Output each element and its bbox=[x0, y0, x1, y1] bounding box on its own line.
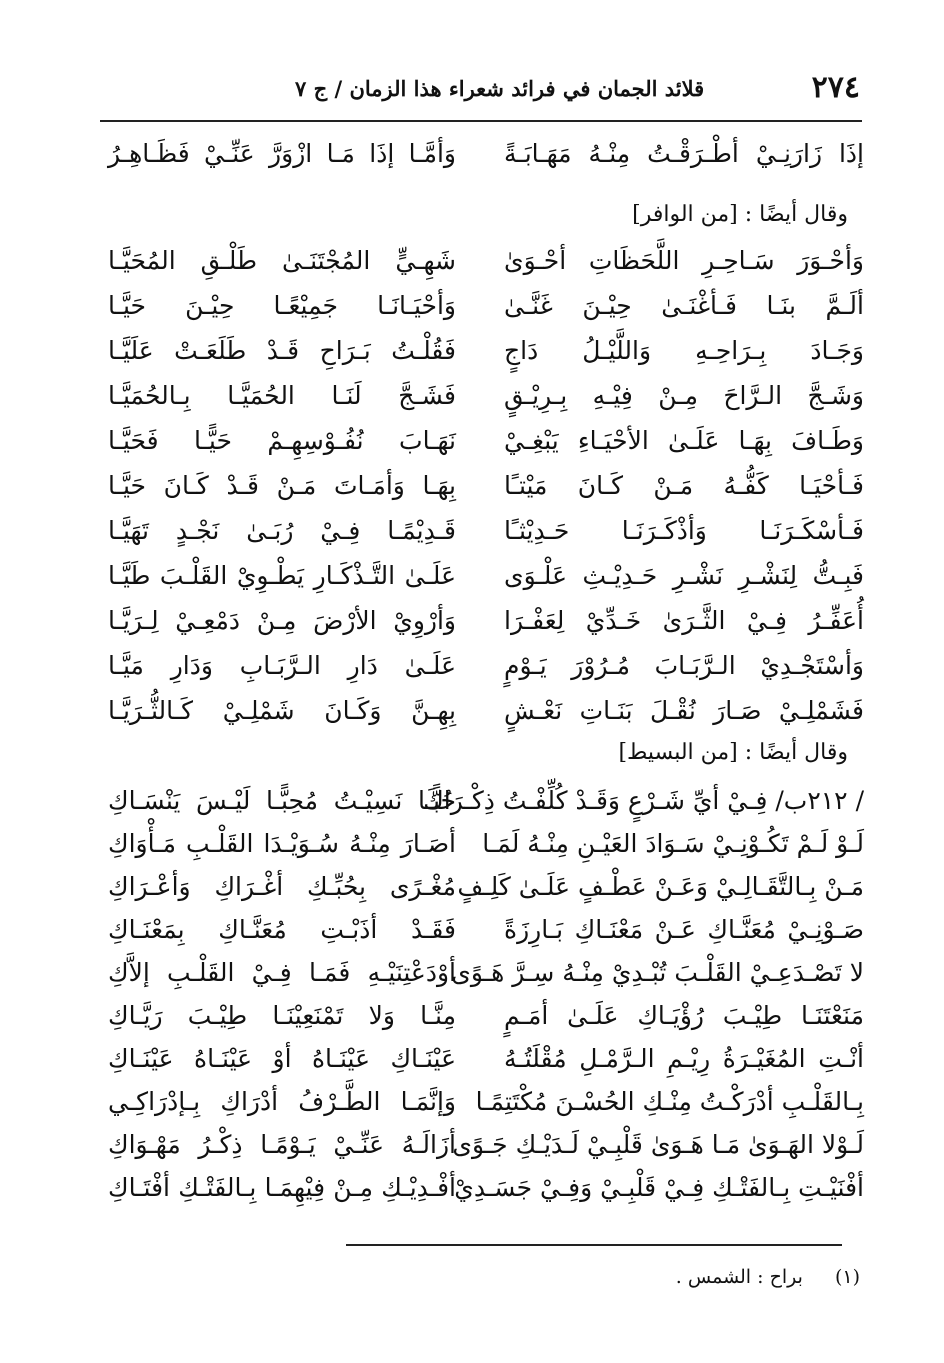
footnote-rule bbox=[346, 1244, 842, 1246]
poem1-right-line-2: ألَـمَّ بنَـا فَـأغْنَـىٰ حِيْـنَ غَنَّـىٰ bbox=[504, 291, 864, 320]
poem1-right-line-9: أُعَفِّـرُ فِـيْ الثَّـرَىٰ خَـدِّيْ لِعَفْـرَا bbox=[504, 606, 864, 635]
poem1-right-line-5: وَطَـافَ بِهَـا عَلَـىٰ الأحْيَـاءِ يَبْغِـيْ bbox=[504, 426, 864, 455]
poem1-left-line-1: شَهِـيٍّ المُجْتَنَـىٰ طَلْـقِ المُحَيَّـا bbox=[108, 246, 456, 275]
page-header bbox=[100, 70, 860, 110]
poem2-left-line-4: فَقَـدْ أذَبْـتِ مُعَنَّـاكِ بِمَعْنَـاكِ bbox=[108, 915, 456, 944]
poem2-right-line-3: مَـنْ بِـالتَّقَـالِـيْ وَعَـنْ عَطْـفٍ عَلَـىٰ كَلِـفٍ bbox=[457, 872, 864, 901]
poem1-right-line-4: وَشَـجَّ الـرَّاحَ مِـنْ فِيْـهِ بِـرِيْـقٍ bbox=[504, 381, 864, 410]
poem2-left-line-1: حُبًّـا نَسِيْـتُ مُحِبًّـا لَيْـسَ يَنْسَـاكِ bbox=[108, 786, 456, 815]
heading-wafir: وقال أيضًا : [من الوافر] bbox=[632, 202, 848, 227]
poem2-right-line-7: أنْـتِ المُغَيْـرَةُ رِيْـمِ الـرَّمْـلِ مُقْلَتُـهُ bbox=[504, 1044, 864, 1073]
top-line-right: إذَا زَارَنِـيْ أطْـرَقْـتُ مِنْـهُ مَهَـابَـةً bbox=[504, 139, 864, 168]
poem1-left-line-8: عَلَـىٰ التَّـذْكَـارِ يَطْـوِيْ القَلْـبَ طَيَّـا bbox=[108, 561, 456, 590]
poem2-left-line-2: أصَـارَ مِنْـهُ سُـوَيْـدَا القَلْـبِ مَـأْوَاكِ bbox=[108, 829, 456, 858]
poem2-right-line-1: / ٢١٢ب/ فِـيْ أيِّ شَـرْعٍ وَقَـدْ كُلِّفْـتُ ذِكْـرَاكَ bbox=[423, 786, 864, 815]
poem2-left-line-10: أفْـدِيْـكِ مِـنْ فِيْهِمَـا بِـالفَتْـكِ أفْتَـاكِ bbox=[108, 1173, 456, 1202]
poem1-left-line-7: قَـدِيْمًـا فِـيْ رُبَـىٰ نَجْـدٍ تَهَيَّـا bbox=[108, 516, 456, 545]
poem1-left-line-6: بِهَـا وَأمَـاتَ مَـنْ قَـدْ كَـانَ حَيَّـا bbox=[108, 471, 456, 500]
poem2-right-line-2: لَـوْ لَـمْ تَكُـوْنِـيْ سَـوَادَ العَيْـنِ مِنْـهُ لَمَـا bbox=[482, 829, 864, 858]
running-title: قلائد الجمان في فرائد شعراء هذا الزمان / ج ٧ bbox=[295, 76, 705, 101]
poem2-right-line-8: بِـالقَلْـبِ أدْرَكْـتُ مِنْـكِ الحُسْـنَ مُكْتَتِمًـا bbox=[475, 1087, 864, 1116]
page-number: ٢٧٤ bbox=[811, 70, 860, 105]
poem2-left-line-8: وَإنَّمَـا الطَّـرْفُ أدْرَاكِ بِـإدْرَاكِـي bbox=[108, 1087, 456, 1116]
footnote bbox=[676, 1266, 860, 1288]
poem1-left-line-4: فَشَـجَّ لَنَـا الحُمَيَّـا بِـالحُمَيَّـا bbox=[108, 381, 456, 410]
poem1-left-line-11: بِهِـنَّ وَكَـانَ شَمْلِـيْ كَـالثُّـرَيَّـا bbox=[108, 696, 456, 725]
poem1-left-line-10: عَلَـىٰ دَارِ الـرَّبَـابِ وَدَارِ مَيَّـا bbox=[108, 651, 456, 680]
poem2-left-line-5: أوْدَعْتِنَيْـهِ فَمَـا فِـيْ القَلْـبِ إلاَّكِ bbox=[108, 958, 456, 987]
poem2-left-line-6: مِنَّـا وَلا تَمْنَعِيْنَـا طِيْـبَ رَيَّـاكِ bbox=[108, 1001, 456, 1030]
footnote-text: براح : الشمس . bbox=[675, 1266, 803, 1288]
poem1-right-line-6: فَـأحْيَـا كَفُّـهُ مَـنْ كَـانَ مَيْتـًا bbox=[504, 471, 864, 500]
poem2-left-line-9: أزَالَـهُ عَنِّـيْ يَـوْمًـا ذِكْـرُ مَهْـوَاكِ bbox=[108, 1130, 456, 1159]
poem2-right-line-9: لَـوْلا الهَـوَىٰ مَـا هَـوَىٰ قَلْبِـيْ لَـدَيْـكِ جَـوًى bbox=[452, 1130, 864, 1159]
heading-basit: وقال أيضًا : [من البسيط] bbox=[618, 740, 848, 765]
poem2-right-line-5: لا تَصْـدَعِـيْ القَلْـبَ تُبْـدِيْ مِنْـهُ سِـرَّ هَـوًى bbox=[451, 958, 864, 987]
top-line-left: وَأمَّـا إذَا مَـا ازْوَرَّ عَنِّـيْ فَظَـاهِـرُ bbox=[108, 139, 456, 168]
poem1-right-line-8: فَبِـتُّ لِنَشْـرِ نَشْـرِ حَـدِيْـثِ عَلْـوَى bbox=[504, 561, 864, 590]
poem2-left-line-7: عَيْنَـاكِ عَيْنَـاهُ أوْ عَيْنَـاهُ عَيْنَـاكِ bbox=[108, 1044, 456, 1073]
poem2-right-line-4: صَـوْنِـيْ مُعَنَّـاكِ عَـنْ مَعْنَـاكِ بَـارِزَةً bbox=[504, 915, 864, 944]
poem2-right-line-6: مَنَعْتَنَـا طِيْـبَ رُؤْيَـاكِ عَلَـىٰ أمَـمٍ bbox=[504, 1001, 864, 1030]
poem1-right-line-10: وَأسْتَجْـدِيْ الـرَّبَـابَ مُـرُوْرَ يَـوْمٍ bbox=[504, 651, 864, 680]
poem1-right-line-7: فَـأسْكَـرَنَـا وَأذْكَـرَنَـا حَـدِيْثـًا bbox=[504, 516, 864, 545]
poem2-right-line-10: أفْنَيْـتِ بِـالفَتْـكِ فِـيْ قَلْبِـيْ وَفِـيْ جَسَـدِيْ bbox=[454, 1173, 864, 1202]
footnote-number: (١) bbox=[834, 1266, 860, 1288]
poem1-right-line-1: وَأحْـوَرَ سَـاحِـرِ اللَّحَظَاتِ أحْـوَىٰ bbox=[504, 246, 864, 275]
header-rule bbox=[100, 120, 862, 122]
poem1-left-line-2: وَأحْيَـانَـا جَمِيْعًـا حِيْـنَ حَيَّـا bbox=[108, 291, 456, 320]
poem1-left-line-9: وَأرْوِيْ الأرْضَ مِـنْ دَمْعِـيْ لِـرَيَّـا bbox=[108, 606, 456, 635]
poem1-right-line-11: فَشَمْلِـيْ صَـارَ نُقْـلَ بَنَـاتِ نَعْـشٍ bbox=[504, 696, 864, 725]
poem1-right-line-3: وَجَـادَ بِـرَاحِـهِ وَاللَّيْـلُ دَاجٍ bbox=[504, 336, 864, 365]
poem1-left-line-3: فَقُلْـتُ بَـرَاحِ قَـدْ طَلَعَـتْ عَلَيَّـا bbox=[108, 336, 456, 365]
poem2-left-line-3: مُغْـرًى بِحُبِّـكِ أغْـرَاكِ وَأعْـرَاكِ bbox=[108, 872, 456, 901]
poem1-left-line-5: نَهَـابَ نُفُـوْسِهِـمْ حَيًّـا فَحَيَّـا bbox=[108, 426, 456, 455]
